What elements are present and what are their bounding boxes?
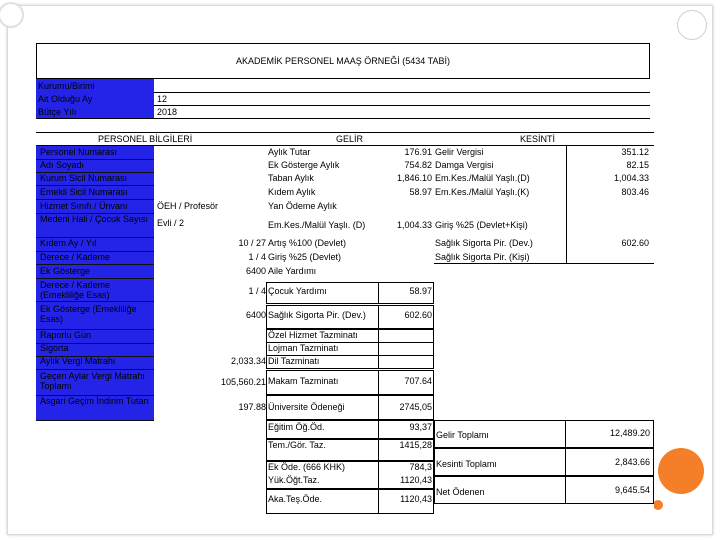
decor-circle-orange (658, 448, 704, 494)
gelir-row-value: 1120,43 (400, 475, 432, 485)
gelir-row-label: Üniversite Ödeneği (268, 402, 345, 412)
personel-row-label: Medeni Hali / Çocuk Sayısı (40, 214, 149, 224)
kesinti-cell-box (566, 237, 654, 264)
personel-row-label: Asgari Geçim İndirim Tutarı (40, 396, 150, 406)
kesinti-row-value: 82.15 (626, 160, 649, 170)
kesinti-cell-box (566, 201, 654, 219)
kesinti-cell-box (566, 219, 654, 237)
gelir-row-label: Özel Hizmet Tazminatı (268, 330, 358, 340)
decor-dot-orange (653, 500, 663, 510)
personel-row-label: Ek Gösterge (40, 266, 91, 276)
gelir-row-label: Makam Tazminatı (268, 376, 339, 386)
gelir-row-value: 1,004.33 (396, 220, 432, 230)
gelir-row-label: Kıdem Aylık (268, 187, 316, 197)
header-gelir: GELİR (336, 134, 364, 144)
row-divider (36, 264, 154, 265)
personel-row-value: 10 / 27 (238, 238, 266, 248)
kesinti-row-value: 351.12 (621, 147, 649, 157)
kesinti-row-value: 803.46 (621, 187, 649, 197)
personel-row-label: Ek Gösterge (Emekliliğe Esas) (40, 304, 137, 324)
gelir-row-value: 602.60 (404, 310, 432, 320)
personel-row-value: 1 / 4 (248, 252, 266, 262)
personel-row-label: Sigorta (40, 343, 69, 353)
total-label: Net Ödenen (436, 487, 485, 497)
personel-row-value: 105,560.21 (220, 377, 266, 387)
personel-row-label: Derece / Kademe (40, 252, 111, 262)
personel-row-value: 197.88 (238, 402, 266, 412)
gelir-row-label: Yan Ödeme Aylık (268, 201, 337, 211)
gelir-row-label: Lojman Tazminatı (268, 343, 339, 353)
gelir-row-label: Aylık Tutar (268, 147, 311, 157)
gelir-row-label: Çocuk Yardımı (268, 286, 327, 296)
kesinti-row-label: Giriş %25 (Devlet+Kişi) (435, 220, 528, 230)
kesinti-row-label: Sağlık Sigorta Pir. (Kişi) (435, 252, 530, 262)
gelir-row-label: Giriş %25 (Devlet) (268, 252, 342, 262)
gelir-row-label: Taban Aylık (268, 173, 314, 183)
personel-row-label: Emekli Sicil Numarası (40, 187, 128, 197)
yil-value: 2018 (157, 107, 178, 117)
gelir-row-value: 707.64 (404, 376, 432, 386)
total-label: Gelir Toplamı (436, 430, 489, 440)
gelir-row-value: 58.97 (409, 286, 432, 296)
gelir-row-value: 754.82 (404, 160, 432, 170)
decor-circle-top-right (677, 10, 707, 40)
gelir-row-label: Ek Gösterge Aylık (268, 160, 340, 170)
total-label: Kesinti Toplamı (436, 459, 497, 469)
personel-row-value: Evli / 2 (157, 218, 185, 228)
total-value: 12,489.20 (609, 428, 650, 438)
personel-row-label: Kurum Sicil Numarası (40, 173, 128, 183)
kesinti-row-label: Em.Kes./Malül Yaşlı.(K) (435, 187, 530, 197)
kesinti-row-label: Sağlık Sigorta Pir. (Dev.) (435, 238, 533, 248)
personel-row-label: Personel Numarası (40, 147, 118, 157)
row-divider (36, 278, 154, 279)
gelir-value-box (378, 329, 434, 343)
ay-value: 12 (157, 94, 168, 104)
gelir-row-label: Aile Yardımı (268, 266, 317, 276)
gelir-row-value: 1120,43 (400, 494, 432, 504)
personel-row-value: ÖEH / Profesör (157, 201, 219, 211)
gelir-row-value: 93,37 (409, 422, 432, 432)
gelir-value-box (378, 355, 434, 369)
gelir-value-box (378, 342, 434, 356)
gelir-row-value: 784,3 (409, 462, 432, 472)
ay-label: Ait Olduğu Ay (38, 94, 93, 104)
gelir-row-label: Aka.Teş.Öde. (268, 494, 323, 504)
gelir-row-value: 2745,05 (399, 402, 432, 412)
personel-row-value: 6400 (245, 266, 266, 276)
gelir-row-label: Sağlık Sigorta Pir. (Dev.) (268, 310, 366, 320)
row-divider (36, 185, 154, 186)
personel-row-label: Kıdem Ay / Yıl (40, 238, 97, 248)
gelir-row-label: Em.Kes./Malül Yaşlı. (D) (268, 220, 366, 230)
kesinti-row-value: 602.60 (621, 238, 649, 248)
kesinti-lower-border (434, 263, 654, 264)
personel-row-label: Adı Soyadı (40, 160, 85, 170)
personel-row-value: 6400 (245, 310, 266, 320)
kesinti-cell-box (566, 145, 654, 201)
kesinti-row-label: Damga Vergisi (435, 160, 494, 170)
gelir-row-label: Eğitim Öğ.Öd. (268, 422, 325, 432)
personel-row-value: 2,033.34 (230, 356, 266, 366)
gelir-row-label: Dil Tazminatı (268, 356, 320, 366)
personel-row-label: Hizmet Sınıfı / Ünvanı (40, 201, 128, 211)
gelir-row-value: 176.91 (404, 147, 432, 157)
total-value: 9,645.54 (614, 485, 650, 495)
gelir-row-label: Ek Öde. (666 KHK) (268, 462, 346, 472)
row-divider (36, 420, 154, 421)
total-value: 2,843.66 (614, 457, 650, 467)
row-divider (36, 199, 154, 200)
kesinti-row-value: 1,004.33 (613, 173, 649, 183)
kurum-label: Kurumu/Birimi (38, 81, 95, 91)
personel-row-value: 1 / 4 (248, 286, 266, 296)
personel-row-label: Raporlu Gün (40, 330, 92, 340)
yil-label: Bütçe Yılı (38, 107, 77, 117)
personel-row-label: Derece / Kademe (Emekliliğe Esas) (40, 280, 111, 300)
gelir-row-label: Yük.Öğt.Taz. (268, 475, 320, 485)
kesinti-row-label: Em.Kes./Malül Yaşlı.(D) (435, 173, 530, 183)
kesinti-row-label: Gelir Vergisi (435, 147, 484, 157)
gelir-row-value: 1,846.10 (396, 173, 432, 183)
header-kesinti: KESİNTİ (520, 134, 556, 144)
gelir-row-value: 1415,28 (399, 440, 432, 450)
gelir-row-value: 58.97 (409, 187, 432, 197)
row-divider (36, 369, 154, 370)
page-title: AKADEMİK PERSONEL MAAŞ ÖRNEĞİ (5434 TABİ) (236, 56, 450, 66)
gelir-row-label: Tem./Gör. Taz. (268, 440, 326, 450)
personel-row-label: Aylık Vergi Matrahı (40, 356, 116, 366)
personel-row-label: Geçen Aylar Vergi Matrahı Toplamı (40, 371, 145, 391)
header-personel: PERSONEL BİLGİLERİ (98, 134, 193, 144)
row-divider (36, 301, 154, 302)
gelir-row-label: Artış %100 (Devlet) (268, 238, 347, 248)
